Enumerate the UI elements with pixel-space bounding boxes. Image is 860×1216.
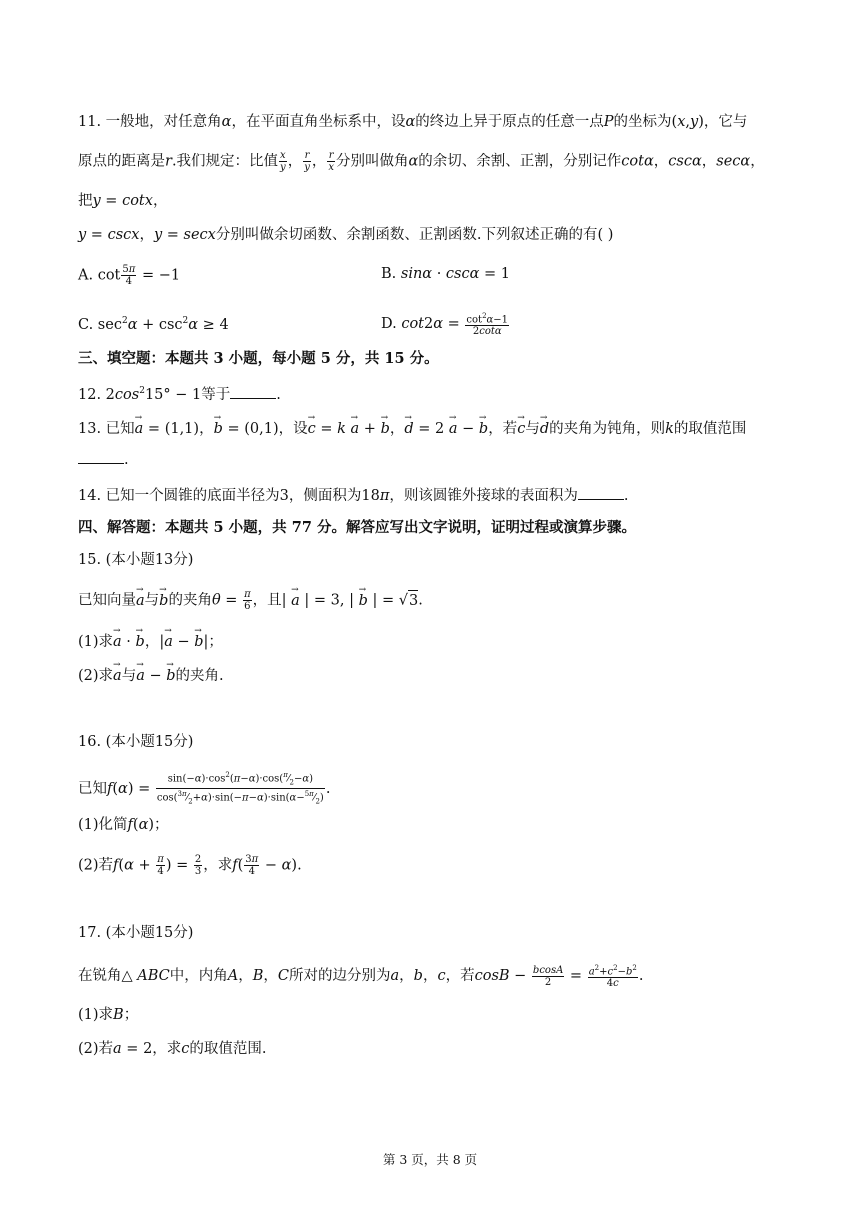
q11-line-4: y = cscx，y = secx分别叫做余切函数、余割函数、正割函数.下列叙述正确的有( ) bbox=[78, 227, 614, 243]
page-footer: 第 3 页，共 8 页 bbox=[382, 1152, 478, 1167]
answer-blank bbox=[78, 449, 124, 464]
q12: 12. $2\cos^215^\circ - 1$等于 . bbox=[78, 381, 281, 405]
q11-line-2: 原点的距离是r.我们规定：比值 $\frac{x}{y}$ ， $\frac{r}{y}$ ， $\frac{r}{x}$ 分别叫做角α的余切、余割、正割，分别记作cotα，cscα，secα， bbox=[78, 150, 765, 173]
answer-blank bbox=[578, 485, 624, 500]
q17-stem: 在锐角△ ABC中，内角A，B，C所对的边分别为a，b，c，若cosB − $\frac{bcosA}{2}$ = $\frac{a^2+c^2-b^2}{4c}$ . bbox=[78, 964, 644, 990]
q13-line-2: . bbox=[78, 449, 129, 470]
q11-line-3: 把y = cotx， bbox=[78, 193, 168, 209]
q11-option-d: D. cot2α = $\frac{\cot^2\alpha-1}{2\cot\alpha}$ bbox=[381, 312, 509, 338]
q11-option-a: A. cot $\frac{5\pi}{4}$ = −1 bbox=[78, 264, 181, 287]
section-heading-answer: 四、解答题：本题共 5 小题，共 77 分。解答应写出文字说明，证明过程或演算步骤。 bbox=[78, 519, 636, 536]
q15-stem: 已知向量→ a与→ b的夹角θ = $\frac{\pi}{6}$ ，且| → a | = 3, | → b | = √3. bbox=[78, 589, 423, 612]
q16-header: 16. (本小题15分) bbox=[78, 734, 194, 750]
answer-blank bbox=[230, 384, 276, 399]
q15-part-2: (2)求→ a与→ a − → b的夹角. bbox=[78, 666, 224, 686]
q16-stem: 已知f(α) = $\frac{\sin(-\alpha)\cdot\cos^2(\pi-\alpha)\cdot\cos(^\pi⁄_2-\alpha)}{\cos(^{3\pi}⁄_2+\alpha)\cdot\sin(-\pi-\alpha)\cdot\sin(\alpha-^{5\pi}⁄_2)}$ . bbox=[78, 771, 331, 806]
q16-part-1: (1)化简f(α)； bbox=[78, 817, 169, 833]
q16-part-2: (2)若f(α + $\frac{\pi}{4}$ ) = $\frac{2}{3}$ ，求f( $\frac{3\pi}{4}$ − α). bbox=[78, 854, 302, 877]
q13-line-1: 13. 已知→ a = (1,1)，→ b = (0,1)，设→ c = k → a + → b，→ d = 2 → a − → b，若→ c与→ d的夹角为钝角，则k的取值范围 bbox=[78, 419, 746, 439]
q11-option-b: B. sinα · cscα = 1 bbox=[381, 266, 510, 282]
q11-option-c: C. $\sec^2\alpha + \csc^2\alpha \ge 4$ bbox=[78, 316, 229, 333]
q17-header: 17. (本小题15分) bbox=[78, 925, 194, 941]
q17-part-2: (2)若a = 2，求c的取值范围. bbox=[78, 1041, 267, 1057]
q15-part-1: (1)求→ a · → b，|→ a − → b|； bbox=[78, 632, 223, 652]
q15-header: 15. (本小题13分) bbox=[78, 552, 194, 568]
q11-line-1: 11. 一般地，对任意角α，在平面直角坐标系中，设α的终边上异于原点的任意一点P的坐标为(x,y)，它与 bbox=[78, 114, 748, 130]
q17-part-1: (1)求B； bbox=[78, 1007, 139, 1023]
section-heading-fill-in: 三、填空题：本题共 3 小题，每小题 5 分，共 15 分。 bbox=[78, 350, 439, 367]
q14: 14. 已知一个圆锥的底面半径为3，侧面积为18π，则该圆锥外接球的表面积为 . bbox=[78, 485, 629, 506]
